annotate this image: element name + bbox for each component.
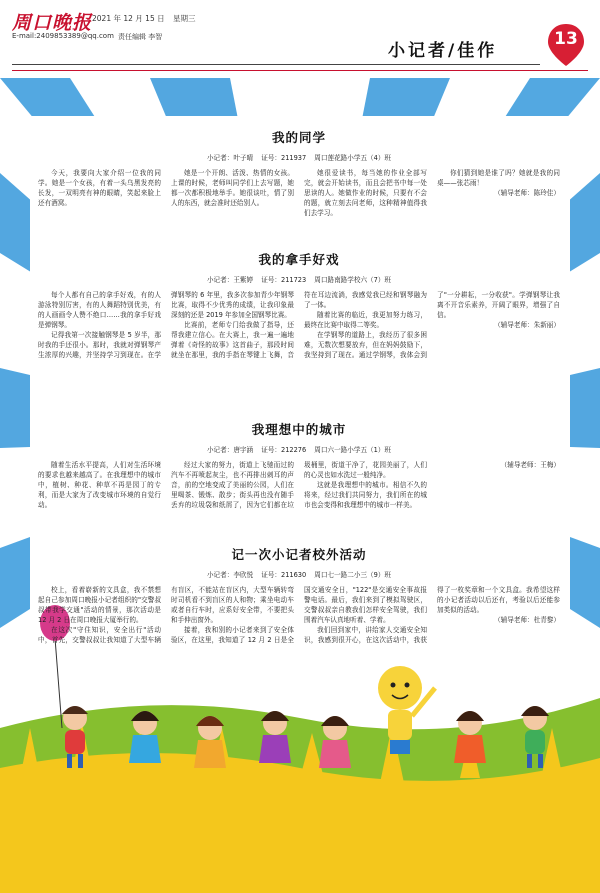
paragraph: 这就是我理想中的城市。相信不久的将来，经过我们共同努力，我们所在的城市也会变得和我理想中的城市一样美。 — [304, 481, 427, 509]
cert-number: 证号：212276 — [261, 446, 307, 454]
school: 周口路南路学校六（7）班 — [314, 276, 392, 284]
page-number: 13 — [554, 29, 578, 49]
paragraph: 在这次"守住知识，安全出行"活动中，首先，交警叔叔让我知道了大型车辆有盲区，不能站在盲区内，大型车辆转弯时司机看不到盲区的人和物；乘坐电动车或者自行车时，应系好安全带，不要把头和手伸出窗外。 — [38, 586, 294, 644]
article-body — [38, 168, 560, 218]
cert-number: 证号：211723 — [261, 276, 307, 284]
date-text: 2021 年 12 月 15 日 — [92, 14, 165, 23]
school: 周口莲花路小学五（4）班 — [314, 154, 392, 162]
school: 周口七一路二小三（9）班 — [314, 571, 392, 579]
article-ideal-city — [38, 420, 560, 510]
article-my-classmate — [38, 128, 560, 218]
article-title: 记一次小记者校外活动 — [231, 547, 367, 562]
paragraph: 我们回到家中，讲给家人交通安全知识，我感到很开心，在这次活动中，我获得了一枚奖章和一个文具盒。我希望这样的小记者活动以后还有，考验以后还能参加类似的活动。 — [304, 586, 560, 644]
article-byline — [38, 569, 560, 579]
paragraph: 她是一个开朗、活泼、热情的女孩。上课的时候，老师叫同学们上去写题，她都一次都积极地举手。她很谈吐，情了别人的东西，就会准时还给别人。 — [171, 169, 294, 207]
article-body — [38, 585, 560, 645]
article-byline — [38, 152, 560, 162]
paragraph: 你们猜到她是谁了吗？她就是我的同桌——张芯雨！ — [437, 169, 560, 187]
editor-text: 责任编辑 李智 — [118, 33, 163, 41]
weekday-text: 星期三 — [173, 14, 196, 23]
paragraph: 经过大家的努力，街道上飞驰而过的汽车不再喷起灰尘，也不再排出刺耳的声音，前的空地变成了美丽的公园，人们在里喝茶、锻炼、散步；街头再也没有随手丢弃的垃圾袋和纸屑了，因为它们都在垃圾桶里，街道干净了，花园美丽了，人们的心灵也如水洗过一般纯净。 — [171, 461, 427, 509]
header-divider — [12, 64, 540, 65]
paragraph: 接着，我和别的小记者来到了安全体验区，在这里，我知道了 12 月 2 日是全国交通安全日，"122"是交通安全事故报警电话。最后，我们来到了模拟驾驶区，交警叔叔亲自教我们怎样安全驾驶，我们围着汽车认真地听着、学着。 — [171, 586, 427, 644]
article-title: 我理想中的城市 — [251, 422, 347, 437]
author: 小记者：唐宇涵 — [206, 446, 254, 454]
teacher-credit: （辅导老师：王梅） — [500, 461, 560, 469]
author: 小记者：李欣悦 — [206, 571, 254, 579]
cert-number: 证号：211630 — [261, 571, 307, 579]
paragraph: 比赛前，老师专门给我做了指导，还帮我建立信心。在大赛上，我一遍一遍地弹着《奇怪的故事》这首曲子，那段时间就坐在那里，我的手指在琴键上飞舞，音符在耳边流淌，我感觉我已经和钢琴融为了一体。 — [171, 291, 427, 359]
paragraph: 每个人都有自己的拿手好戏，有的人游泳特别厉害，有的人舞蹈特别优美，有的人画画令人赞不绝口……我的拿手好戏是弹钢琴。 — [38, 291, 161, 329]
masthead-logo: 周口晚报 — [12, 12, 93, 34]
teacher-credit: （辅导老师：朱新丽） — [494, 321, 560, 329]
paragraph: 校上，看着崭新的文具盒，我不禁想起自己参加周口晚报小记者组织的"交警叔叔带我学交通"活动的情景，那次活动是 12 月 2 日在周口晚报大厦举行的。 — [38, 586, 161, 624]
paragraph: 记得我第一次接触钢琴是 5 岁半，那时我的手还很小。那时，我就对弹钢琴产生浓厚的兴趣，并坚持学习到现在。在学弹钢琴的 6 年里，我多次参加青少年钢琴比赛，取得不少优秀的成绩，让我印象最深刻的还是 2019 年参加全国钢琴比赛。 — [38, 291, 294, 359]
paragraph: 随着生活水平提高，人们对生活环境的要求也越来越高了。在我理想中的城市中，植树、种花、种草不再是园丁的专利，而是大家为了改变城市环境的自觉行动。 — [38, 461, 161, 509]
email-text: E-mail:2409853389@qq.com — [12, 32, 114, 40]
page-number-badge — [546, 22, 586, 68]
cert-number: 证号：211937 — [261, 154, 307, 162]
article-title: 我的同学 — [271, 130, 326, 145]
author: 小记者：叶子晴 — [206, 154, 254, 162]
paragraph: 随着比赛的临近，我更加努力练习，最终在比赛中取得二等奖。 — [304, 311, 427, 329]
article-byline — [38, 444, 560, 454]
teacher-credit: （辅导老师：陈玲佳） — [494, 189, 560, 197]
paragraph: 在学钢琴的道路上，我经历了很多困难，无数次想要放弃，但在妈妈鼓励下，我坚持到了现在。通过学钢琴，我体会到了"一分耕耘，一分收获"。学弹钢琴让我离不开音乐素养，开阔了眼界，增强了自信。 — [304, 291, 560, 359]
article-title: 我的拿手好戏 — [258, 252, 340, 267]
article-body — [38, 460, 560, 510]
paragraph: 今天，我要向大家介绍一位我的同学。她是一个女孩，有着一头乌黑发亮的长发，一双明亮有神的眼睛，笑起来脸上还有酒窝。 — [38, 169, 161, 207]
page-header — [0, 0, 600, 78]
school: 周口六一路小学五（1）班 — [314, 446, 392, 454]
header-divider-red — [12, 70, 588, 71]
issue-date — [92, 13, 202, 24]
paragraph: 她很爱读书，每当她的作业全部写完，就会开始读书，而且会把书中每一处思读的人。她做作业的时候，只要有不会的题，就立刻去问老师，这种精神值得我们去学习。 — [304, 169, 427, 217]
article-field-trip — [38, 545, 560, 645]
section-title: 小记者/佳作 — [388, 41, 498, 61]
article-byline — [38, 274, 560, 284]
teacher-credit: （辅导老师：杜青黎） — [494, 616, 560, 624]
author: 小记者：王紫婷 — [206, 276, 254, 284]
article-body — [38, 290, 560, 360]
article-my-specialty — [38, 250, 560, 360]
